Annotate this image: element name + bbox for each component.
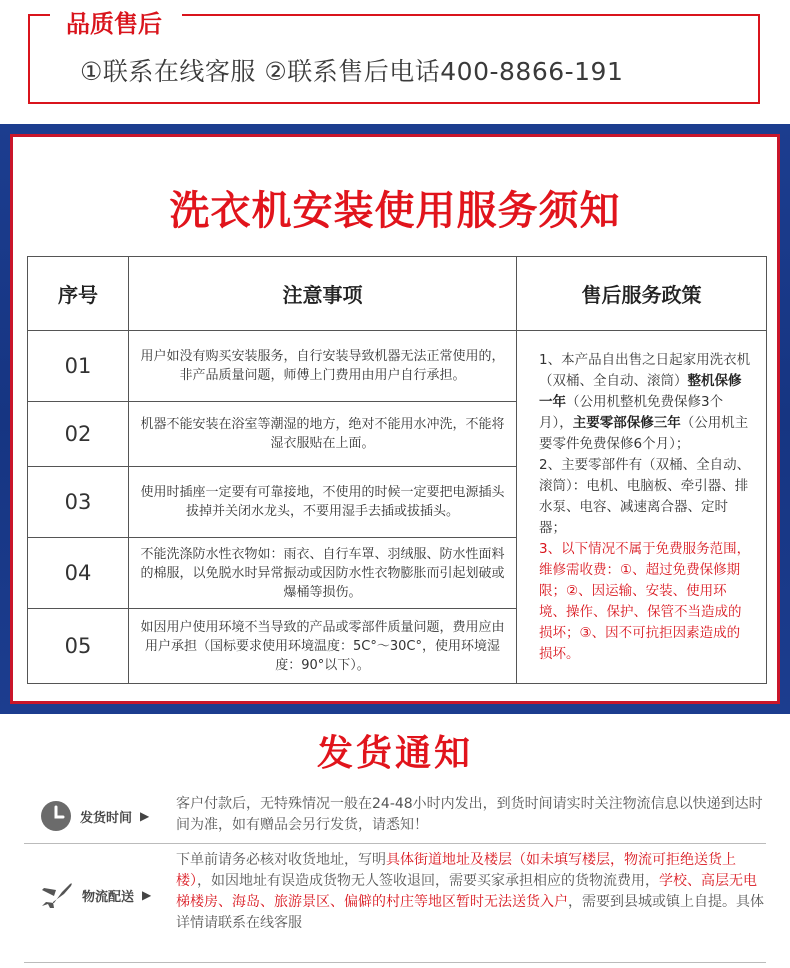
service-notice-panel xyxy=(10,134,780,704)
row-number: 01 xyxy=(28,331,129,402)
row-item-text: 不能洗涤防水性衣物如：雨衣、自行车罩、羽绒服、防水性面料的棉服，以免脱水时异常振动或因防水性衣物膨胀而引起划破或爆桶等损伤。 xyxy=(129,538,517,609)
row-item-text: 使用时插座一定要有可靠接地，不使用的时候一定要把电源插头拔掉并关闭水龙头，不要用湿手去插或拔插头。 xyxy=(129,467,517,538)
row-number: 02 xyxy=(28,402,129,467)
header-items: 注意事项 xyxy=(129,257,517,331)
bottom-divider xyxy=(24,962,766,963)
shipping-time-text: 客户付款后，无特殊情况一般在24-48小时内发出，到货时间请实时关注物流信息以快递到达时间为准，如有赠品会另行发货，请悉知！ xyxy=(176,796,763,833)
airplane-icon xyxy=(40,880,74,910)
service-notice-title: 洗衣机安装使用服务须知 xyxy=(169,188,621,234)
row-item-text: 如因用户使用环境不当导致的产品或零部件质量问题，费用应由用户承担（国标要求使用环境温度：5C°～30C°，使用环境湿度：90°以下）。 xyxy=(129,609,517,684)
header-policy: 售后服务政策 xyxy=(517,257,767,331)
logistics-label-group xyxy=(40,880,151,910)
table-row xyxy=(28,331,767,402)
service-notice-table xyxy=(27,256,767,684)
shipping-time-label-group xyxy=(40,800,149,832)
section-divider xyxy=(24,843,766,844)
logistics-row xyxy=(40,850,764,960)
triangle-right-icon: ▶ xyxy=(140,809,150,823)
row-number: 05 xyxy=(28,609,129,684)
quality-service-title: 品质售后 xyxy=(62,4,166,39)
header-no: 序号 xyxy=(28,257,129,331)
row-number: 04 xyxy=(28,538,129,609)
quality-service-contact: ①联系在线客服 ②联系售后电话400-8866-191 xyxy=(80,57,624,86)
logistics-label: 物流配送 xyxy=(82,889,135,905)
shipping-time-row xyxy=(40,794,763,844)
row-number: 03 xyxy=(28,467,129,538)
row-item-text: 机器不能安装在浴室等潮湿的地方，绝对不能用水冲洗，不能将湿衣服贴在上面。 xyxy=(129,402,517,467)
clock-icon xyxy=(40,800,72,832)
after-sales-policy: 1、本产品自出售之日起家用洗衣机（双桶、全自动、滚筒）整机保修一年（公用机整机免费保修3个月），主要零部保修三年（公用机主要零件免费保修6个月）； 2、主要零部件有（双桶、全自动、滚筒）：电机、电脑板、牵引器、排水泵、电容、减速离合器、定时器； 3、以下情况不属于免费服务范围，维修需收费：①、超过免费保修期限；②、因运输、安装、使用环境、操作、保护、保管不当造成的损坏；③、因不可抗拒因素造成的损坏。 xyxy=(517,331,767,684)
shipping-notice-title: 发货通知 xyxy=(316,733,473,774)
service-notice-band xyxy=(0,124,790,714)
table-header-row xyxy=(28,257,767,331)
row-item-text: 用户如没有购买安装服务，自行安装导致机器无法正常使用的，非产品质量问题，师傅上门费用由用户自行承担。 xyxy=(129,331,517,402)
logistics-text: 下单前请务必核对收货地址，写明具体街道地址及楼层（如未填写楼层，物流可拒绝送货上楼），如因地址有误造成货物无人签收退回，需要买家承担相应的货物流费用，学校、高层无电梯楼房、海岛、旅游景区、偏僻的村庄等地区暂时无法送货入户，需要到县城或镇上自提。具体详情请联系在线客服 xyxy=(176,852,764,931)
shipping-time-label: 发货时间 xyxy=(80,810,133,826)
triangle-right-icon: ▶ xyxy=(142,888,152,902)
